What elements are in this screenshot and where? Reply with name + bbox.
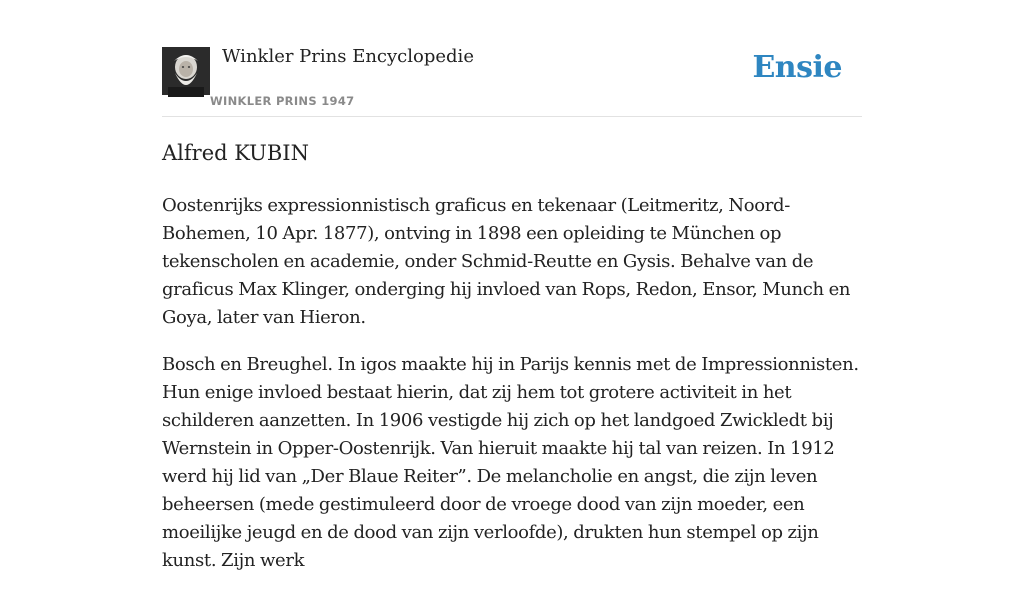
article-title: Alfred KUBIN: [162, 141, 309, 165]
portrait-avatar-icon[interactable]: [162, 47, 210, 95]
portrait-avatar-graphic: [162, 47, 210, 95]
article-paragraph: Bosch en Breughel. In igos maakte hij in Parijs kennis met de Impressionnisten. Hun enige invloed bestaat hierin, dat zij hem tot grotere activiteit in het schilderen aanzetten. In 1906 vestigde hij zich op het landgoed Zwickledt bij Wernstein in Opper-Oostenrijk. Van hieruit maakte hij tal van reizen. In 1912 werd hij lid van „Der Blaue Reiter”. De melancholie en angst, die zijn leven beheersen (mede gestimuleerd door de vroege dood van zijn moeder, een moeilijke jeugd en de dood van zijn verloofde), drukten hun stempel op zijn kunst. Zijn werk: [162, 354, 859, 571]
article-body: [162, 192, 864, 594]
site-header: [162, 40, 862, 117]
brand-logo-link[interactable]: Ensie: [752, 50, 842, 85]
article-paragraph: Oostenrijks expressionnistisch graficus en tekenaar (Leitmeritz, Noord-Bohemen, 10 Apr. 1877), ontving in 1898 een opleiding te München op tekenscholen en academie, onder Schmid-Reutte en Gysis. Behalve van de graficus Max Klinger, onderging hij invloed van Rops, Redon, Ensor, Munch en Goya, later van Hieron.: [162, 195, 851, 328]
source-subtitle: WINKLER PRINS 1947: [210, 94, 355, 108]
source-title-link[interactable]: Winkler Prins Encyclopedie: [222, 46, 474, 67]
